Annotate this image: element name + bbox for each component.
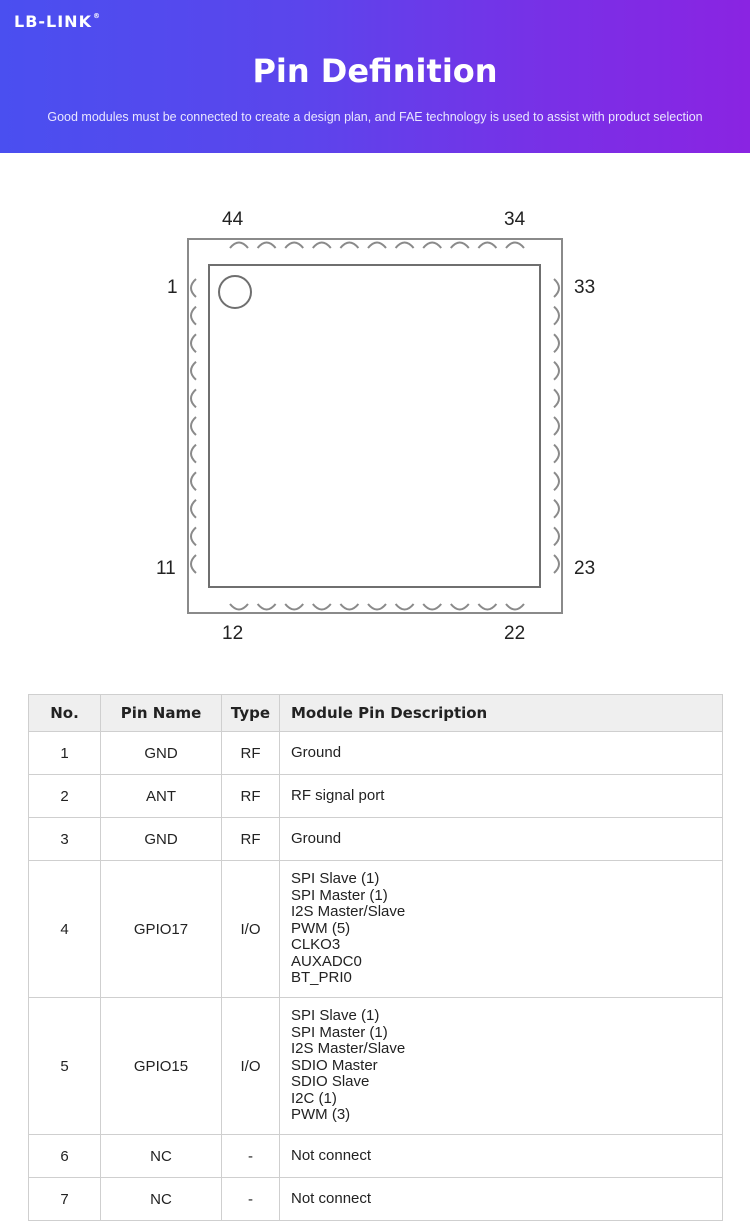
page-subtitle: Good modules must be connected to create a design plan, and FAE technology is used to assist with product selection xyxy=(47,110,703,124)
page-title: Pin Definition xyxy=(252,52,498,90)
table-row xyxy=(29,732,723,775)
pin-type-cell: I/O xyxy=(222,861,280,998)
description-line: PWM (5) xyxy=(291,919,351,937)
description-line: SPI Master (1) xyxy=(291,886,388,904)
pin-name-cell: GPIO15 xyxy=(101,998,222,1135)
description-line: SPI Slave (1) xyxy=(291,870,380,888)
table-row xyxy=(29,998,723,1135)
description-line: SDIO Master xyxy=(291,1056,378,1074)
pin-label-22: 22 xyxy=(504,623,526,644)
pin-number-cell: 5 xyxy=(29,998,101,1135)
pin-label-23: 23 xyxy=(574,558,596,579)
description-line: AUXADC0 xyxy=(291,952,362,970)
description-line: CLKO3 xyxy=(291,936,341,954)
pin-description-cell xyxy=(280,1135,723,1178)
table-header-row xyxy=(29,695,723,732)
description-line: SDIO Slave xyxy=(291,1073,370,1091)
pin-label-1: 1 xyxy=(167,277,178,298)
col-header-pin-name: Pin Name xyxy=(101,695,222,732)
pin-number-cell: 7 xyxy=(29,1178,101,1221)
pin-number-cell: 2 xyxy=(29,775,101,818)
pin-number-cell: 6 xyxy=(29,1135,101,1178)
description-line: Ground xyxy=(291,829,342,847)
pin-definition-table xyxy=(28,694,723,1221)
pin-number-cell: 3 xyxy=(29,818,101,861)
description-line: Ground xyxy=(291,743,342,761)
logo-text: LB-LINK xyxy=(14,12,92,31)
pin-type-cell: RF xyxy=(222,775,280,818)
pin-label-11: 11 xyxy=(156,558,176,579)
description-line: I2S Master/Slave xyxy=(291,1040,406,1058)
col-header-description: Module Pin Description xyxy=(280,695,723,732)
pin-description-cell xyxy=(280,732,723,775)
pin-description-cell xyxy=(280,818,723,861)
pin-description-cell xyxy=(280,1178,723,1221)
pin-label-34: 34 xyxy=(504,209,526,230)
pin-label-44: 44 xyxy=(222,209,244,230)
header-banner xyxy=(0,0,750,153)
pin1-marker-circle xyxy=(219,276,251,308)
pin-type-cell: - xyxy=(222,1135,280,1178)
description-line: BT_PRI0 xyxy=(291,969,352,987)
pin-description-cell xyxy=(280,775,723,818)
table-row xyxy=(29,818,723,861)
module-outline xyxy=(0,153,750,673)
col-header-no: No. xyxy=(29,695,101,732)
pin-type-cell: - xyxy=(222,1178,280,1221)
pin-name-cell: GPIO17 xyxy=(101,861,222,998)
pin-label-33: 33 xyxy=(574,277,596,298)
registered-mark: ® xyxy=(92,12,101,20)
pin-type-cell: I/O xyxy=(222,998,280,1135)
pin-type-cell: RF xyxy=(222,732,280,775)
pin-name-cell: NC xyxy=(101,1178,222,1221)
table-row xyxy=(29,1178,723,1221)
pin-name-cell: ANT xyxy=(101,775,222,818)
module-shield-border xyxy=(209,265,540,587)
pin-name-cell: GND xyxy=(101,732,222,775)
pin-name-cell: GND xyxy=(101,818,222,861)
table-row xyxy=(29,775,723,818)
pin-type-cell: RF xyxy=(222,818,280,861)
brand-logo[interactable] xyxy=(14,12,101,31)
description-line: RF signal port xyxy=(291,786,385,804)
col-header-type: Type xyxy=(222,695,280,732)
description-line: I2C (1) xyxy=(291,1089,337,1107)
pin-label-12: 12 xyxy=(222,623,244,644)
table-row xyxy=(29,861,723,998)
pin-number-cell: 1 xyxy=(29,732,101,775)
description-line: I2S Master/Slave xyxy=(291,903,406,921)
description-line: Not connect xyxy=(291,1189,372,1207)
pin-number-cell: 4 xyxy=(29,861,101,998)
pin-description-cell xyxy=(280,861,723,998)
table-row xyxy=(29,1135,723,1178)
description-line: Not connect xyxy=(291,1146,372,1164)
description-line: SPI Slave (1) xyxy=(291,1007,380,1025)
pin-description-cell xyxy=(280,998,723,1135)
pin-diagram xyxy=(0,153,750,673)
pin-name-cell: NC xyxy=(101,1135,222,1178)
description-line: SPI Master (1) xyxy=(291,1023,388,1041)
description-line: PWM (3) xyxy=(291,1106,351,1124)
